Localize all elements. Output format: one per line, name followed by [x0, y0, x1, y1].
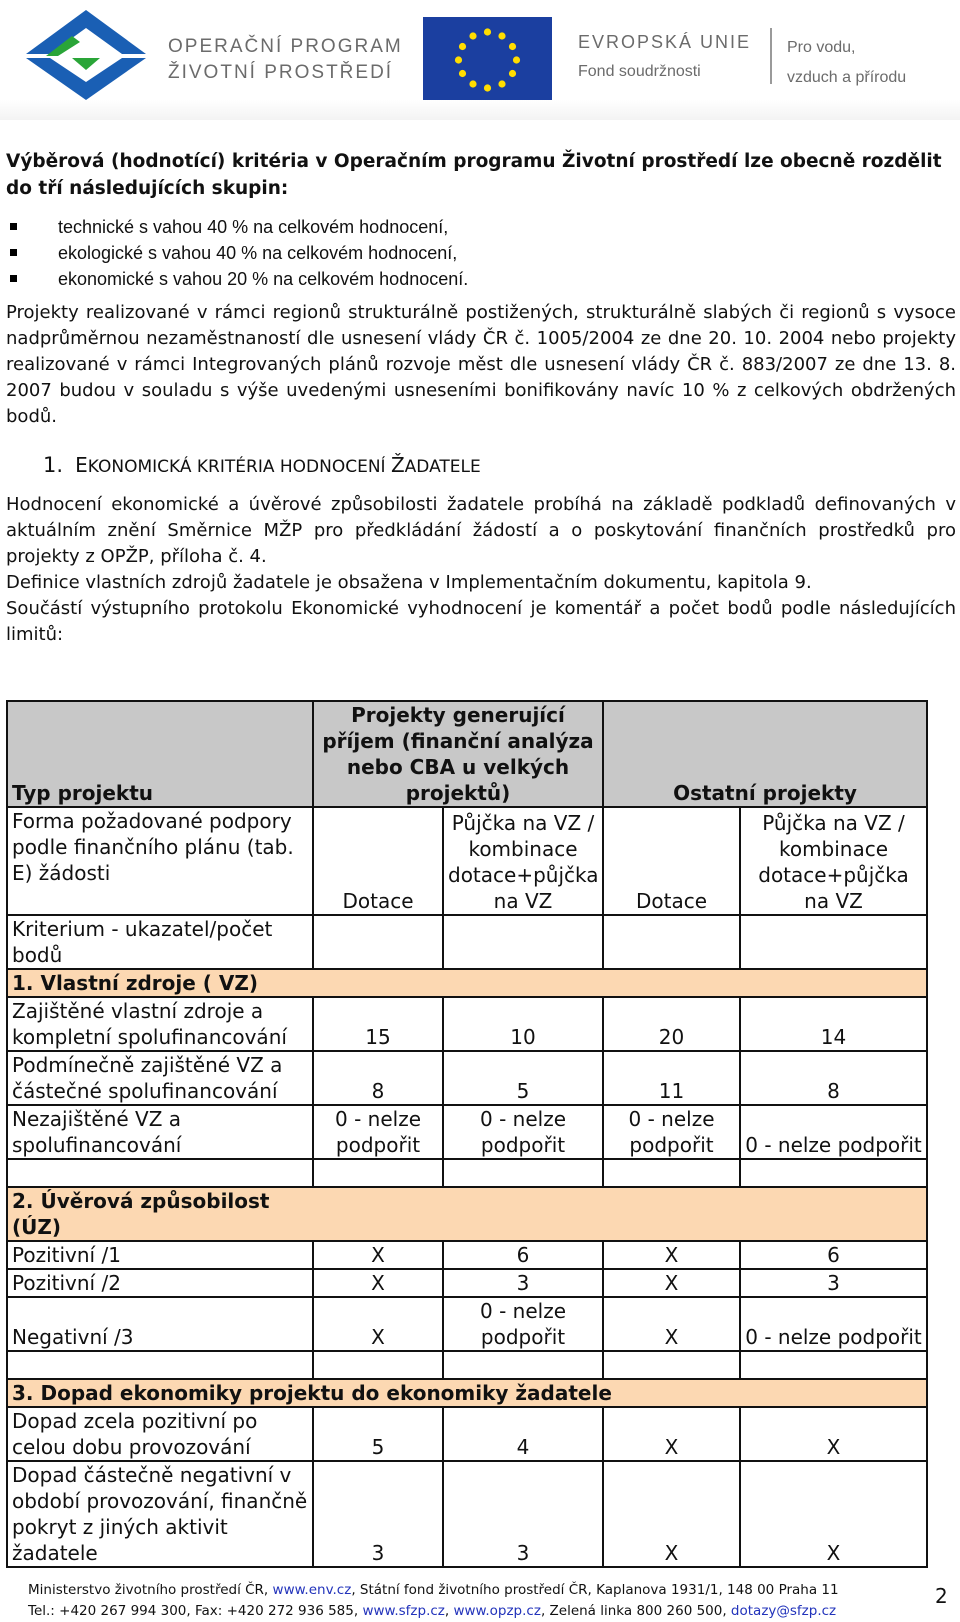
table-row: Podmínečně zajištěné VZ a částečné spolufinancování 8 5 11 8 [7, 1051, 927, 1105]
table-spacer-row [7, 1351, 927, 1379]
table-header-row: Typ projektu Projekty generující příjem (finanční analýza nebo CBA u velkých projektů) Ostatní projekty [7, 701, 927, 807]
eu-fund: Fond soudržnosti [578, 63, 701, 80]
intro-text: Výběrová (hodnotící) kritéria v Operačním programu Životní prostředí lze obecně rozdělit do tří následujících skupin: [6, 151, 942, 199]
table-row: Dopad zcela pozitivní po celou dobu provozování 5 4 X X [7, 1407, 927, 1461]
sfzp-link[interactable]: www.sfzp.cz [362, 1603, 445, 1619]
table-section-row: 2. Úvěrová způsobilost (ÚZ) [7, 1187, 927, 1241]
table-section-row: 3. Dopad ekonomiky projektu do ekonomiky žadatele [7, 1379, 927, 1407]
document-body [6, 148, 956, 648]
list-item: ekologické s vahou 40 % na celkovém hodnocení, [58, 240, 956, 266]
page-header [0, 0, 960, 120]
table-section-row: 1. Vlastní zdroje ( VZ) [7, 969, 927, 997]
table-row: Negativní /3 X 0 - nelze podpořit X 0 - nelze podpořit [7, 1297, 927, 1351]
opzp-link[interactable]: www.opzp.cz [453, 1603, 541, 1619]
table-row: Nezajištěné VZ a spolufinancování 0 - nelze podpořit 0 - nelze podpořit 0 - nelze podpořit 0 - nelze podpořit [7, 1105, 927, 1159]
table-row: Forma požadované podpory podle finančního plánu (tab. E) žádosti Dotace Půjčka na VZ / kombinace dotace+půjčka na VZ Dotace Půjčka na VZ / kombinace dotace+půjčka na VZ [7, 807, 927, 915]
evaluation-paragraph: Hodnocení ekonomické a úvěrové způsobilosti žadatele probíhá na základě podkladů definovaných v aktuálním znění Směrnice MŽP pro předkládání žádostí a o poskytování finančních prostředků pro projekty z OPŽP, příloha č. 4. Definice vlastních zdrojů žadatele je obsažena v Implementačním dokumentu, kapitola 9. Součástí výstupního protokolu Ekonomické vyhodnocení je komentář a počet bodů podle následujících limitů: [6, 494, 956, 645]
program-name: OPERAČNÍ PROGRAM ŽIVOTNÍ PROSTŘEDÍ [168, 36, 403, 83]
table-row: Zajištěné vlastní zdroje a kompletní spolufinancování 15 10 20 14 [7, 997, 927, 1051]
table-spacer-row [7, 1159, 927, 1187]
email-link[interactable]: dotazy@sfzp.cz [730, 1603, 837, 1619]
list-item: ekonomické s vahou 20 % na celkovém hodnocení. [58, 266, 956, 292]
criteria-table [6, 700, 928, 1568]
criteria-list [6, 214, 956, 292]
eu-title: EVROPSKÁ UNIE [578, 32, 752, 52]
table-row: Dopad částečně negativní v období provozování, finančně pokryt z jiných aktivit žadatele 3 3 X X [7, 1461, 927, 1567]
header-slogan: Pro vodu, vzduch a přírodu [787, 39, 907, 86]
footer-line-2: Tel.: +420 267 994 300, Fax: +420 272 936 585, www.sfzp.cz, www.opzp.cz, Zelená linka 800 260 500, dotazy@sfzp.cz [28, 1603, 837, 1619]
table-row: Kriterium - ukazatel/počet bodů [7, 915, 927, 969]
list-item: technické s vahou 40 % na celkovém hodnocení, [58, 214, 956, 240]
section-heading: 1. EKONOMICKÁ KRITÉRIA HODNOCENÍ ŽADATELE [43, 453, 481, 477]
header-divider [770, 28, 772, 84]
footer-line-1: Ministerstvo životního prostředí ČR, www.env.cz, Státní fond životního prostředí ČR, Kaplanova 1931/1, 148 00 Praha 11 [28, 1582, 839, 1598]
table-row: Pozitivní /1 X 6 X 6 [7, 1241, 927, 1269]
env-link[interactable]: www.env.cz [272, 1582, 352, 1598]
eu-flag-icon [423, 17, 552, 103]
bonus-paragraph: Projekty realizované v rámci regionů strukturálně postižených, strukturálně slabých či regionů s vysoce nadprůměrnou nezaměstnaností dle usnesení vlády ČR č. 1005/2004 ze dne 20. 10. 2004 nebo projekty realizované v rámci Integrovaných plánů rozvoje měst dle usnesení vlády ČR č. 883/2007 ze dne 13. 8. 2007 budou v souladu s výše uvedenými usneseními bonifikovány navíc 10 % z celkových obdržených bodů. [6, 302, 956, 427]
op-zp-logo-icon [6, 6, 166, 102]
page-number: 2 [935, 1584, 948, 1608]
table-row: Pozitivní /2 X 3 X 3 [7, 1269, 927, 1297]
